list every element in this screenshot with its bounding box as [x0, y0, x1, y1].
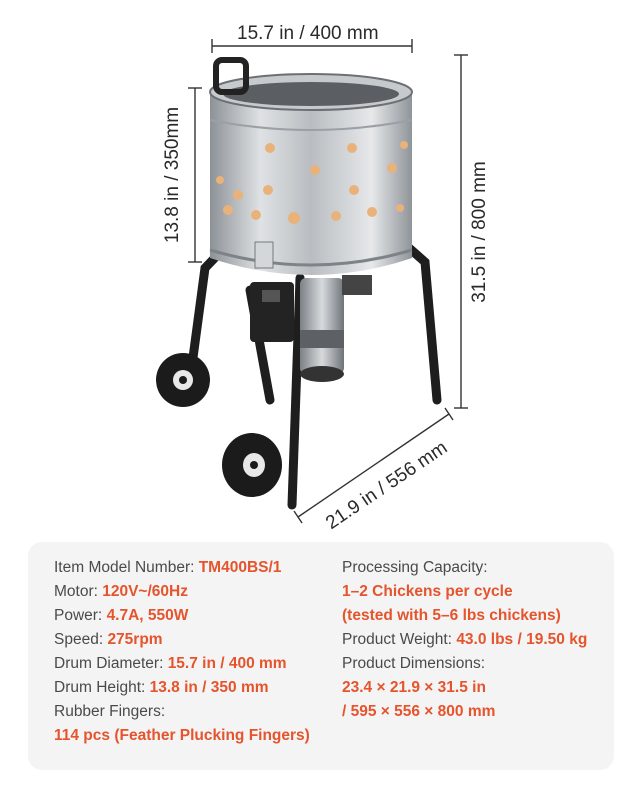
- spec-row: [54, 604, 310, 628]
- spec-row: [54, 676, 310, 700]
- spec-column-right: [342, 556, 587, 724]
- spec-value: 43.0 lbs / 19.50 kg: [456, 631, 588, 648]
- spec-label: Product Dimensions:: [342, 655, 486, 672]
- spec-row: [342, 700, 587, 724]
- dimension-depth: 21.9 in / 556 mm: [322, 437, 452, 534]
- spec-value: 114 pcs (Feather Plucking Fingers): [54, 727, 310, 744]
- spec-row: [54, 556, 310, 580]
- spec-label: Drum Height:: [54, 679, 150, 696]
- spec-row: [342, 556, 587, 580]
- spec-row: [342, 580, 587, 604]
- spec-label: Product Weight:: [342, 631, 457, 648]
- spec-row: [54, 580, 310, 604]
- spec-label: Motor:: [54, 583, 103, 600]
- dimension-total-height: 31.5 in / 800 mm: [469, 161, 490, 303]
- spec-row: [54, 628, 310, 652]
- spec-label: Rubber Fingers:: [54, 703, 166, 720]
- spec-label: Processing Capacity:: [342, 559, 488, 576]
- spec-value: 23.4 × 21.9 × 31.5 in: [342, 679, 486, 696]
- spec-label: Speed:: [54, 631, 108, 648]
- spec-value: 120V~/60Hz: [102, 583, 188, 600]
- spec-column-left: [54, 556, 310, 748]
- spec-row: [342, 604, 587, 628]
- spec-row: [342, 676, 587, 700]
- spec-row: [54, 652, 310, 676]
- dimension-top-width: 15.7 in / 400 mm: [237, 23, 379, 44]
- spec-panel: [28, 542, 614, 770]
- spec-row: [342, 652, 587, 676]
- spec-row: [342, 628, 587, 652]
- spec-value: 1–2 Chickens per cycle: [342, 583, 513, 600]
- spec-value: 13.8 in / 350 mm: [149, 679, 269, 696]
- spec-value: / 595 × 556 × 800 mm: [342, 703, 496, 720]
- spec-label: Power:: [54, 607, 107, 624]
- spec-row: [54, 700, 310, 724]
- spec-value: 15.7 in / 400 mm: [167, 655, 287, 672]
- spec-label: Drum Diameter:: [54, 655, 168, 672]
- spec-label: Item Model Number:: [54, 559, 199, 576]
- spec-value: (tested with 5–6 lbs chickens): [342, 607, 561, 624]
- spec-row: [54, 724, 310, 748]
- dimension-drum-height: 13.8 in / 350mm: [162, 106, 183, 244]
- spec-value: 4.7A, 550W: [106, 607, 189, 624]
- spec-value: TM400BS/1: [198, 559, 282, 576]
- spec-value: 275rpm: [107, 631, 163, 648]
